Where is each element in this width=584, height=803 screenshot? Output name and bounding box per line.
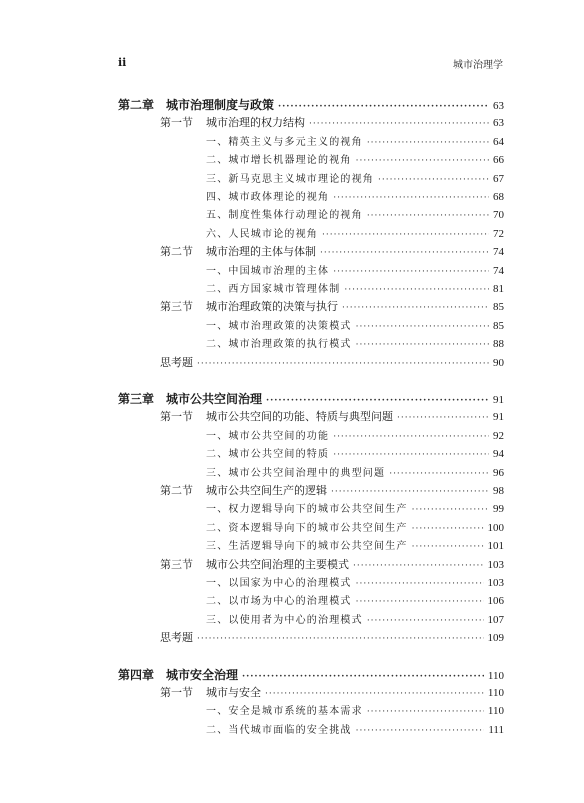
toc-chapter [118, 666, 504, 682]
toc-item [206, 464, 504, 480]
page-ref: 66 [493, 154, 504, 167]
item-title: 三、新马克思主义城市理论的视角 [206, 173, 374, 185]
page-ref: 90 [493, 356, 504, 369]
item-title: 二、当代城市面临的安全挑战 [206, 724, 352, 736]
section-title: 城市治理的主体与体制 [206, 245, 316, 259]
item-title: 五、制度性集体行动理论的视角 [206, 210, 363, 222]
chapter-label: 第四章 [118, 667, 155, 682]
page-ref: 68 [493, 191, 504, 203]
item-title: 三、以使用者为中心的治理模式 [206, 614, 363, 626]
page-ref: 85 [493, 301, 504, 314]
page-ref: 110 [487, 669, 504, 682]
dot-leader [397, 413, 489, 423]
toc-item [206, 702, 504, 718]
page-ref: 100 [487, 521, 504, 534]
section-title: 城市与安全 [206, 686, 261, 699]
page-ref: 110 [487, 705, 504, 718]
page-ref: 103 [487, 577, 504, 589]
page-ref: 72 [493, 227, 504, 240]
toc-section [160, 243, 504, 259]
chapter-title: 城市公共空间治理 [166, 392, 263, 406]
toc-item [206, 427, 504, 443]
dot-leader [412, 542, 484, 552]
page-ref: 107 [487, 613, 504, 626]
toc-section [160, 482, 504, 498]
item-title: 六、人民城市论的视角 [206, 228, 318, 240]
dot-leader [322, 230, 489, 240]
toc-item [206, 133, 504, 149]
toc-item [206, 519, 504, 535]
item-title: 二、城市治理政策的执行模式 [206, 339, 352, 351]
dot-leader [333, 267, 489, 277]
page-ref: 106 [487, 595, 504, 608]
toc-section [160, 408, 504, 424]
page-ref: 110 [487, 687, 504, 699]
dot-leader [367, 707, 484, 717]
section-title: 城市治理政策的决策与执行 [206, 300, 338, 314]
page-ref: 81 [493, 283, 504, 295]
page-ref: 91 [493, 411, 504, 424]
toc-item [206, 206, 504, 222]
toc-item [206, 537, 504, 553]
section-title: 城市公共空间生产的逻辑 [206, 484, 327, 497]
section-title: 城市公共空间治理的主要模式 [206, 557, 349, 571]
toc-section [160, 684, 504, 700]
dot-leader [331, 487, 489, 497]
item-title: 二、资本逻辑导向下的城市公共空间生产 [206, 522, 408, 534]
item-title: 二、以市场为中心的治理模式 [206, 596, 352, 608]
toc-questions [160, 354, 504, 370]
toc-item [206, 592, 504, 608]
dot-leader [356, 156, 489, 166]
toc-section [160, 298, 504, 314]
toc-item [206, 335, 504, 351]
running-title: 城市治理学 [453, 60, 503, 71]
page-ref: 101 [487, 540, 504, 553]
section-label: 第二节 [160, 245, 193, 259]
toc-questions [160, 629, 504, 645]
dot-leader [320, 248, 489, 258]
dot-leader [356, 579, 484, 589]
toc-item [206, 151, 504, 167]
item-title: 三、城市公共空间治理中的典型问题 [206, 467, 386, 479]
page-number: ii [118, 56, 127, 69]
dot-leader [197, 359, 489, 369]
page-ref: 63 [493, 117, 504, 130]
dot-leader [367, 211, 489, 221]
dot-leader [356, 340, 489, 350]
item-title: 一、权力逻辑导向下的城市公共空间生产 [206, 504, 408, 516]
item-title: 一、城市治理政策的决策模式 [206, 320, 352, 332]
dot-leader [356, 597, 484, 607]
dot-leader [266, 396, 489, 406]
item-title: 一、中国城市治理的主体 [206, 265, 330, 277]
toc-section [160, 556, 504, 572]
page-ref: 94 [493, 448, 504, 461]
page-ref: 88 [493, 338, 504, 351]
toc-item [206, 574, 504, 590]
dot-leader [278, 102, 489, 112]
dot-leader [242, 672, 484, 682]
toc-item [206, 262, 504, 278]
page-ref: 111 [488, 723, 504, 736]
section-label: 第一节 [160, 116, 193, 130]
page-ref: 63 [493, 100, 504, 112]
item-title: 一、精英主义与多元主义的视角 [206, 136, 363, 148]
chapter-label: 第三章 [118, 392, 155, 406]
item-title: 二、城市增长机器理论的视角 [206, 155, 352, 167]
section-label: 第三节 [160, 300, 193, 314]
chapter-label: 第二章 [118, 98, 155, 112]
dot-leader [333, 193, 489, 203]
toc-item [206, 170, 504, 186]
dot-leader [333, 450, 489, 460]
page-ref: 103 [487, 558, 504, 571]
dot-leader [344, 285, 489, 295]
toc-item [206, 445, 504, 461]
dot-leader [367, 616, 484, 626]
item-title: 一、城市公共空间的功能 [206, 430, 330, 442]
toc-chapter [118, 390, 504, 406]
item-title: 四、城市政体理论的视角 [206, 192, 330, 203]
page-ref: 109 [487, 632, 504, 645]
page-ref: 67 [493, 172, 504, 185]
page-ref: 96 [493, 466, 504, 479]
section-label: 第一节 [160, 686, 193, 699]
toc-item [206, 500, 504, 516]
page-ref: 91 [493, 394, 504, 406]
item-title: 二、西方国家城市管理体制 [206, 284, 341, 295]
section-title: 城市治理的权力结构 [206, 116, 305, 130]
page-header [118, 56, 503, 70]
questions-title: 思考题 [160, 355, 193, 369]
questions-title: 思考题 [160, 631, 193, 645]
page-ref: 85 [493, 319, 504, 332]
dot-leader [389, 469, 489, 479]
dot-leader [197, 634, 484, 644]
chapter-title: 城市安全治理 [166, 667, 239, 682]
page-ref: 98 [493, 485, 504, 497]
item-title: 三、生活逻辑导向下的城市公共空间生产 [206, 541, 408, 553]
dot-leader [333, 432, 489, 442]
dot-leader [378, 175, 489, 185]
page-ref: 99 [493, 503, 504, 516]
toc-chapter [118, 96, 504, 112]
page-ref: 74 [493, 264, 504, 277]
section-label: 第一节 [160, 410, 193, 424]
dot-leader [309, 119, 489, 129]
dot-leader [356, 726, 485, 736]
page-ref: 92 [493, 429, 504, 442]
dot-leader [356, 322, 489, 332]
section-label: 第三节 [160, 557, 193, 571]
toc-item [206, 188, 504, 204]
dot-leader [265, 689, 484, 699]
toc-item [206, 317, 504, 333]
item-title: 二、城市公共空间的特质 [206, 449, 330, 461]
toc-item [206, 225, 504, 241]
item-title: 一、安全是城市系统的基本需求 [206, 706, 363, 718]
item-title: 一、以国家为中心的治理模式 [206, 578, 352, 589]
dot-leader [367, 138, 489, 148]
chapter-title: 城市治理制度与政策 [166, 98, 275, 112]
page-ref: 64 [493, 135, 504, 148]
dot-leader [412, 505, 489, 515]
page-ref: 70 [493, 209, 504, 222]
dot-leader [342, 303, 489, 313]
section-label: 第二节 [160, 484, 193, 497]
section-title: 城市公共空间的功能、特质与典型问题 [206, 410, 393, 424]
toc-item [206, 611, 504, 627]
dot-leader [412, 524, 484, 534]
page-ref: 74 [493, 246, 504, 259]
toc-item [206, 280, 504, 296]
toc-item [206, 721, 504, 737]
toc-section [160, 114, 504, 130]
dot-leader [353, 561, 484, 571]
